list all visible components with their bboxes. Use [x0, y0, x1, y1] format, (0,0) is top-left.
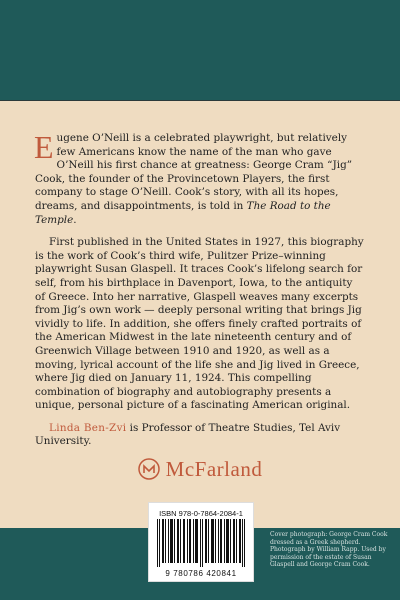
publisher-logo	[108, 455, 292, 483]
cover-photo-credit: Cover photograph: George Cram Cook dressed as a Greek shepherd. Photograph by William Rapp. Used by permission of the estate of Susan Glaspell and George Cram Cook.	[270, 531, 388, 569]
barcode-label	[148, 502, 254, 582]
mcfarland-logo-icon	[138, 458, 160, 480]
editor-name: Linda Ben-Zvi	[49, 421, 127, 434]
isbn-text: ISBN 978-0-7864-2084-1	[159, 509, 243, 518]
barcode-icon	[155, 519, 247, 567]
publisher-name: McFarland	[165, 456, 263, 481]
book-title: The Road to the Temple	[35, 199, 331, 226]
back-cover-blurb	[34, 129, 365, 458]
barcode-digits: 9 780786 420841	[165, 569, 237, 578]
blurb-paragraph-2: First published in the United States in 1927, this biography is the work of Cook’s third wife, Pulitzer Prize–winning playwright Susan Glaspell. It traces Cook’s lifelong search for self, from his birthplace in Davenport, Iowa, to the antiquity of Greece. Into her narrative, Glaspell weaves many excerpts from Jig’s own work — deeply personal writing that brings Jig vividly to life. In addition, she offers finely crafted portraits of the American Midwest in the late nineteenth century and of Greenwich Village between 1910 and 1920, as well as a moving, lyrical account of the life she and Jig lived in Greece, where Jig died on January 11, 1924. This compelling combination of biography and autobiography presents a unique, personal picture of a fascinating American original.	[35, 236, 364, 412]
editor-description: is Professor of Theatre Studies, Tel Aviv University.	[35, 421, 341, 448]
blurb-p1-end: .	[73, 213, 77, 226]
top-color-band	[0, 0, 400, 100]
blurb-paragraph-1	[34, 129, 365, 227]
drop-cap-letter: E	[34, 129, 54, 165]
top-band-divider	[0, 100, 400, 101]
editor-bio	[35, 422, 365, 449]
blurb-p1-text: ugene O’Neill is a celebrated playwright, but relatively few Americans know the name of the man who gave O’Neill his first chance at greatness: George Cram “Jig” Cook, the founder of the Provincetown Players, the first company to stage O’Neill. Cook’s story, with all its hopes, dreams, and disappointments, is told in	[35, 132, 353, 212]
